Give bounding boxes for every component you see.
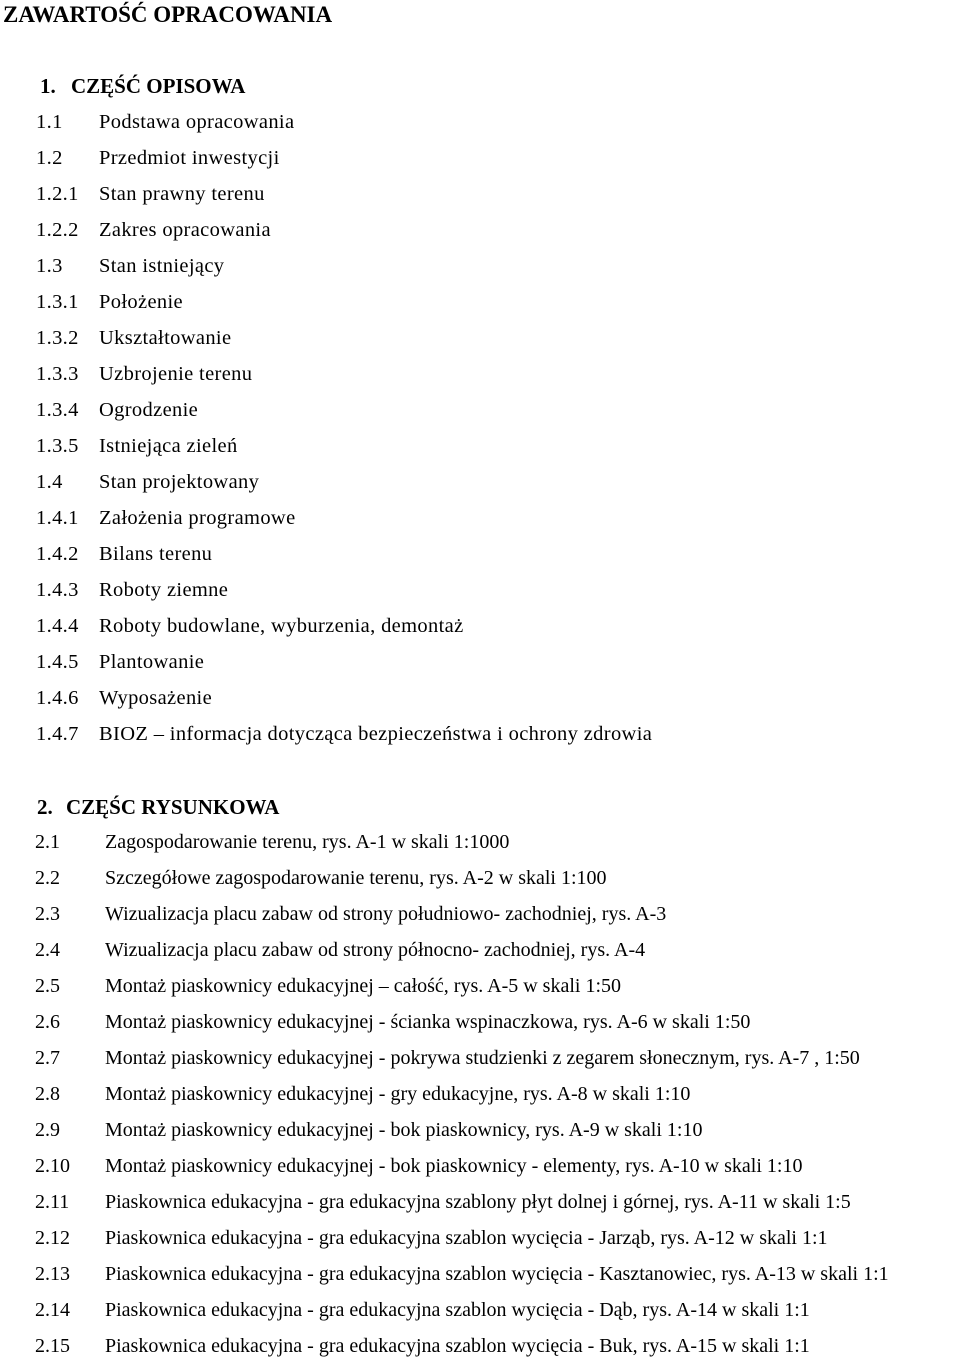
toc-entry-number: 2.10	[35, 1155, 70, 1177]
toc-entry-label: Wyposażenie	[99, 687, 213, 709]
toc-entry-number: 1.4.1	[36, 507, 79, 529]
toc-entry-number: 1.1	[36, 111, 63, 133]
toc-entry-label: Wizualizacja placu zabaw od strony północno- zachodniej, rys. A-4	[105, 939, 646, 961]
toc-entry-label: Piaskownica edukacyjna - gra edukacyjna szablon wycięcia - Dąb, rys. A-14 w skali 1:1	[105, 1299, 810, 1321]
toc-entry	[36, 686, 212, 710]
toc-entry-label: Roboty budowlane, wyburzenia, demontaż	[99, 615, 464, 637]
toc-entry	[35, 1010, 750, 1034]
toc-entry-label: Podstawa opracowania	[99, 111, 295, 133]
toc-entry	[36, 434, 238, 458]
toc-entry	[36, 650, 204, 674]
toc-entry-number: 1.3.2	[36, 327, 79, 349]
toc-entry	[36, 542, 212, 566]
toc-entry-label: Montaż piaskownicy edukacyjnej - ścianka wspinaczkowa, rys. A-6 w skali 1:50	[105, 1011, 751, 1033]
toc-entry	[36, 326, 231, 350]
toc-entry-number: 1.4.2	[36, 543, 79, 565]
toc-entry	[36, 398, 198, 422]
toc-entry-number: 2.7	[35, 1047, 60, 1069]
toc-entry-label: Piaskownica edukacyjna - gra edukacyjna szablon wycięcia - Buk, rys. A-15 w skali 1:1	[105, 1335, 810, 1357]
toc-entry	[36, 146, 280, 170]
toc-entry-number: 2.8	[35, 1083, 60, 1105]
toc-entry-number: 1.4	[36, 471, 63, 493]
toc-entry-label: Wizualizacja placu zabaw od strony południowo- zachodniej, rys. A-3	[105, 903, 667, 925]
toc-entry-label: Zagospodarowanie terenu, rys. A-1 w skali 1:1000	[105, 831, 510, 853]
toc-entry	[35, 1262, 889, 1286]
toc-entry-label: BIOZ – informacja dotycząca bezpieczeństwa i ochrony zdrowia	[99, 723, 653, 745]
toc-entry-number: 1.3.4	[36, 399, 79, 421]
toc-entry-label: Montaż piaskownicy edukacyjnej - pokrywa studzienki z zegarem słonecznym, rys. A-7 , 1:50	[105, 1047, 860, 1069]
toc-entry	[36, 578, 228, 602]
toc-entry-label: Montaż piaskownicy edukacyjnej - bok piaskownicy, rys. A-9 w skali 1:10	[105, 1119, 703, 1141]
section-number: 1.	[40, 74, 56, 98]
toc-entry-label: Piaskownica edukacyjna - gra edukacyjna szablony płyt dolnej i górnej, rys. A-11 w skali 1:5	[105, 1191, 851, 1213]
toc-entry-number: 2.11	[35, 1191, 70, 1213]
toc-entry-label: Bilans terenu	[99, 543, 213, 565]
toc-entry-number: 1.4.3	[36, 579, 79, 601]
toc-entry-label: Roboty ziemne	[99, 579, 229, 601]
toc-entry-number: 1.2	[36, 147, 63, 169]
toc-entry-number: 1.3	[36, 255, 63, 277]
toc-entry-number: 1.2.1	[36, 183, 79, 205]
toc-entry-label: Piaskownica edukacyjna - gra edukacyjna szablon wycięcia - Kasztanowiec, rys. A-13 w skali 1:1	[105, 1263, 889, 1285]
toc-entry-number: 1.4.5	[36, 651, 79, 673]
toc-entry-number: 2.3	[35, 903, 60, 925]
toc-entry-label: Stan prawny terenu	[99, 183, 265, 205]
toc-entry-label: Montaż piaskownicy edukacyjnej - gry edukacyjne, rys. A-8 w skali 1:10	[105, 1083, 691, 1105]
toc-entry-number: 1.3.3	[36, 363, 79, 385]
toc-entry	[35, 1082, 690, 1106]
toc-entry-number: 2.15	[35, 1335, 70, 1357]
toc-entry	[36, 182, 265, 206]
section-title: CZĘŚĆ OPISOWA	[71, 74, 246, 98]
toc-entry-number: 1.2.2	[36, 219, 79, 241]
toc-entry	[35, 1298, 810, 1322]
toc-entry-label: Położenie	[99, 291, 183, 313]
toc-entry-label: Plantowanie	[99, 651, 205, 673]
toc-entry	[35, 830, 509, 854]
toc-entry	[36, 254, 224, 278]
toc-entry-number: 2.9	[35, 1119, 60, 1141]
toc-entry-label: Ogrodzenie	[99, 399, 199, 421]
toc-entry	[36, 110, 294, 134]
toc-entry-number: 1.3.5	[36, 435, 79, 457]
toc-entry	[35, 1334, 810, 1358]
toc-entry	[36, 218, 271, 242]
toc-entry	[35, 866, 607, 890]
toc-entry	[36, 722, 652, 746]
toc-entry	[35, 1046, 860, 1070]
toc-entry-number: 2.5	[35, 975, 60, 997]
toc-entry	[36, 362, 252, 386]
toc-entry	[35, 902, 666, 926]
toc-entry	[36, 290, 183, 314]
section-number: 2.	[37, 795, 53, 819]
toc-entry-number: 1.4.4	[36, 615, 79, 637]
toc-entry-number: 2.13	[35, 1263, 70, 1285]
toc-entry-label: Założenia programowe	[99, 507, 296, 529]
toc-entry-number: 2.4	[35, 939, 60, 961]
toc-entry-label: Uzbrojenie terenu	[99, 363, 253, 385]
toc-entry-label: Szczegółowe zagospodarowanie terenu, rys. A-2 w skali 1:100	[105, 867, 607, 889]
toc-entry-label: Przedmiot inwestycji	[99, 147, 280, 169]
toc-entry-number: 1.3.1	[36, 291, 79, 313]
toc-entry-number: 2.6	[35, 1011, 60, 1033]
toc-entry-label: Stan projektowany	[99, 471, 260, 493]
toc-entry	[35, 1226, 828, 1250]
toc-entry	[36, 470, 259, 494]
toc-entry-label: Ukształtowanie	[99, 327, 232, 349]
toc-entry-number: 2.2	[35, 867, 60, 889]
section-title: CZĘŚC RYSUNKOWA	[66, 795, 280, 819]
toc-entry-number: 2.1	[35, 831, 60, 853]
toc-entry-number: 1.4.7	[36, 723, 79, 745]
toc-entry-label: Montaż piaskownicy edukacyjnej – całość, rys. A-5 w skali 1:50	[105, 975, 621, 997]
toc-entry-label: Istniejąca zieleń	[99, 435, 238, 457]
toc-entry-number: 1.4.6	[36, 687, 79, 709]
toc-entry-label: Piaskownica edukacyjna - gra edukacyjna szablon wycięcia - Jarząb, rys. A-12 w skali 1:1	[105, 1227, 828, 1249]
toc-entry-number: 2.14	[35, 1299, 70, 1321]
toc-entry-label: Zakres opracowania	[99, 219, 271, 241]
toc-entry	[36, 506, 296, 530]
toc-entry	[35, 938, 645, 962]
toc-entry	[35, 1154, 802, 1178]
document-title: ZAWARTOŚĆ OPRACOWANIA	[3, 2, 333, 27]
toc-entry	[35, 1190, 851, 1214]
section-heading-descriptive	[40, 73, 245, 99]
toc-entry-number: 2.12	[35, 1227, 70, 1249]
toc-entry-label: Montaż piaskownicy edukacyjnej - bok piaskownicy - elementy, rys. A-10 w skali 1:10	[105, 1155, 803, 1177]
section-heading-drawings	[37, 794, 279, 820]
toc-entry-label: Stan istniejący	[99, 255, 225, 277]
toc-entry	[36, 614, 464, 638]
toc-entry	[35, 974, 621, 998]
toc-entry	[35, 1118, 702, 1142]
